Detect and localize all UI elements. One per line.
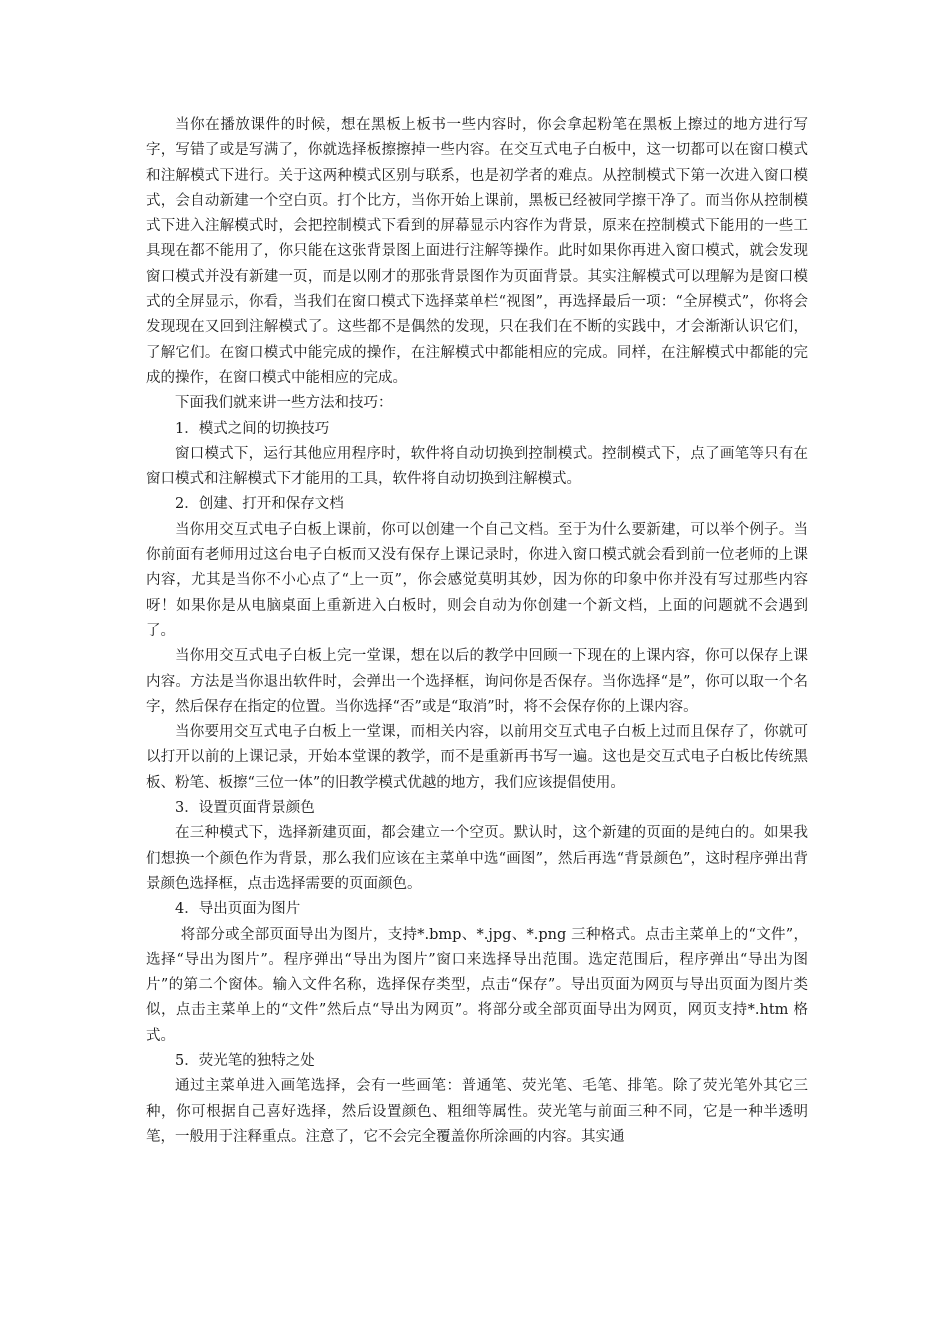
paragraph-background-color: 在三种模式下，选择新建页面，都会建立一个空页。默认时，这个新建的页面的是纯白的。如果我们想换一个颜色作为背景，那么我们应该在主菜单中选“画图”，然后再选“背景颜色”，这时程序弹出背景颜色选择框，点击选择需要的页面颜色。 xyxy=(146,825,808,892)
paragraph-open-document: 当你要用交互式电子白板上一堂课，而相关内容，以前用交互式电子白板上过而且保存了，你就可以打开以前的上课记录，开始本堂课的教学，而不是重新再书写一遍。这也是交互式电子白板比传统黑板、粉笔、板擦“三位一体”的旧教学模式优越的地方，我们应该提倡使用。 xyxy=(146,724,808,791)
document-body xyxy=(146,113,808,1150)
paragraph-create-document: 当你用交互式电子白板上课前，你可以创建一个自己文档。至于为什么要新建，可以举个例子。当你前面有老师用过这台电子白板而又没有保存上课记录时，你进入窗口模式就会看到前一位老师的上课内容，尤其是当你不小心点了“上一页”，你会感觉莫明其妙，因为你的印象中你并没有写过那些内容呀！如果你是从电脑桌面上重新进入白板时，则会自动为你创建一个新文档，上面的问题就不会遇到了。 xyxy=(146,521,808,639)
section-heading-export-image: 4．导出页面为图片 xyxy=(175,901,301,918)
section-heading-background-color: 3．设置页面背景颜色 xyxy=(175,800,315,817)
section-heading-documents: 2．创建、打开和保存文档 xyxy=(175,496,344,513)
paragraph-mode-switch: 窗口模式下，运行其他应用程序时，软件将自动切换到控制模式。控制模式下，点了画笔等只有在窗口模式和注解模式下才能用的工具，软件将自动切换到注解模式。 xyxy=(146,445,808,488)
paragraph-save-document: 当你用交互式电子白板上完一堂课，想在以后的教学中回顾一下现在的上课内容，你可以保存上课内容。方法是当你退出软件时，会弹出一个选择框，询问你是否保存。当你选择“是”，你可以取一个名字，然后保存在指定的位置。当你选择“否”或是“取消”时，将不会保存你的上课内容。 xyxy=(146,648,808,715)
paragraph-methods-intro: 下面我们就来讲一些方法和技巧： xyxy=(175,395,393,412)
section-heading-mode-switch: 1．模式之间的切换技巧 xyxy=(175,420,330,437)
paragraph-highlighter: 通过主菜单进入画笔选择，会有一些画笔：普通笔、荧光笔、毛笔、排笔。除了荧光笔外其它三种，你可根据自己喜好选择，然后设置颜色、粗细等属性。荧光笔与前面三种不同，它是一种半透明笔，一般用于注释重点。注意了，它不会完全覆盖你所涂画的内容。其实通 xyxy=(146,1078,808,1145)
paragraph-intro: 当你在播放课件的时候，想在黑板上板书一些内容时，你会拿起粉笔在黑板上擦过的地方进行写字，写错了或是写满了，你就选择板擦擦掉一些内容。在交互式电子白板中，这一切都可以在窗口模式和注解模式下进行。关于这两种模式区别与联系，也是初学者的难点。从控制模式下第一次进入窗口模式，会自动新建一个空白页。打个比方，当你开始上课前，黑板已经被同学擦干净了。而当你从控制模式下进入注解模式时，会把控制模式下看到的屏幕显示内容作为背景，原来在控制模式下能用的一些工具现在都不能用了，你只能在这张背景图上面进行注解等操作。此时如果你再进入窗口模式，就会发现窗口模式并没有新建一页，而是以刚才的那张背景图作为页面背景。其实注解模式可以理解为是窗口模式的全屏显示，你看，当我们在窗口模式下选择菜单栏“视图”，再选择最后一项：“全屏模式”，你将会发现现在又回到注解模式了。这些都不是偶然的发现，只在我们在不断的实践中，才会渐渐认识它们，了解它们。在窗口模式中能完成的操作，在注解模式中都能相应的完成。同样，在注解模式中都能的完成的操作，在窗口模式中能相应的完成。 xyxy=(146,117,808,386)
paragraph-export-image: 将部分或全部页面导出为图片，支持*.bmp、*.jpg、*.png 三种格式。点击主菜单上的“文件”，选择“导出为图片”。程序弹出“导出为图片”窗口来选择导出范围。选定范围后，程序弹出“导出为图片”的第二个窗体。输入文件名称，选择保存类型，点击“保存”。导出页面为网页与导出页面为图片类似，点击主菜单上的“文件”然后点“导出为网页”。将部分或全部页面导出为网页，网页支持*.htm 格式。 xyxy=(146,926,808,1044)
section-heading-highlighter: 5．荧光笔的独特之处 xyxy=(175,1052,315,1069)
